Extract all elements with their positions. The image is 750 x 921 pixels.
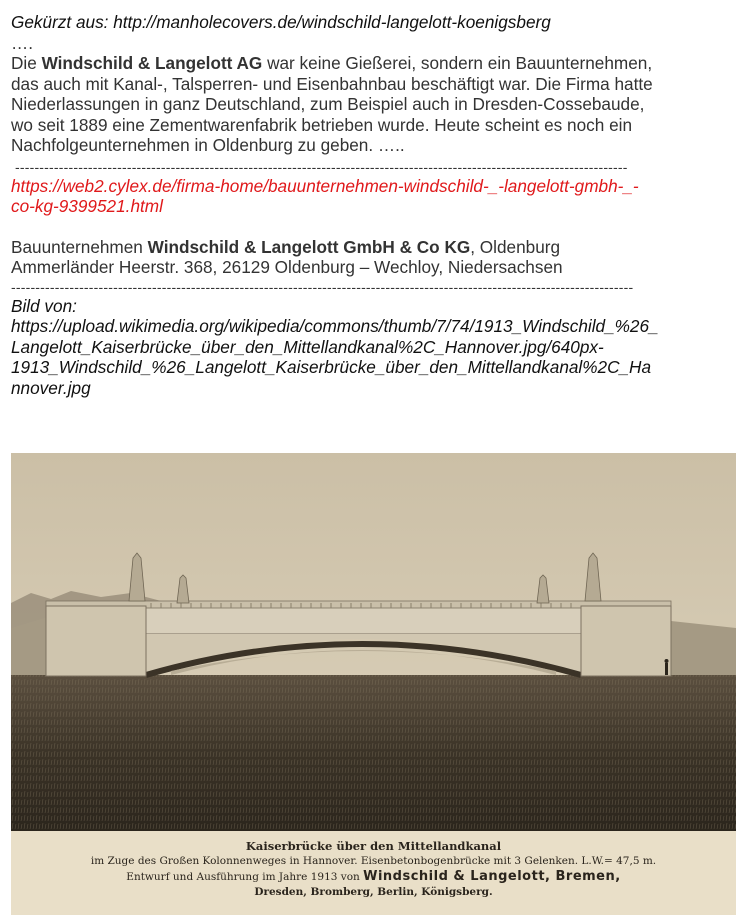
paragraph-line-2: das auch mit Kanal-, Talsperren- und Eisenbahnbau beschäftigt war. Die Firma hatte bbox=[11, 73, 653, 94]
postcard-line-4: Dresden, Bromberg, Berlin, Königsberg. bbox=[254, 886, 493, 898]
separator-2: -------------------------------------------------------------------------------------------------------------------------------- bbox=[11, 278, 634, 295]
company-line: Bauunternehmen Windschild & Langelott GmbH & Co KG, Oldenburg bbox=[11, 236, 561, 257]
company-name-ag: Windschild & Langelott AG bbox=[41, 53, 263, 73]
bridge-illustration bbox=[11, 453, 736, 833]
image-credit-url-3[interactable]: 1913_Windschild_%26_Langelott_Kaiserbrücke_über_den_Mittellandkanal%2C_Ha bbox=[11, 357, 652, 377]
postcard-title: Kaiserbrücke über den Mittellandkanal bbox=[245, 839, 502, 853]
postcard-firm-name: Windschild & Langelott, Bremen, bbox=[363, 869, 621, 884]
postcard-line-3: Entwurf und Ausführung im Jahre 1913 von Windschild & Langelott, Bremen, bbox=[126, 869, 621, 884]
paragraph-line-5: Nachfolgeunternehmen in Oldenburg zu geben. ….. bbox=[11, 135, 405, 155]
bridge-postcard-photo bbox=[11, 453, 736, 915]
postcard-line-2: im Zuge des Großen Kolonnenweges in Hannover. Eisenbetonbogenbrücke mit 3 Gelenken. L.W.= 47,5 m. bbox=[90, 855, 657, 867]
image-credit-label: Bild von: bbox=[11, 295, 77, 316]
paragraph-line-1: Die Windschild & Langelott AG war keine Gießerei, sondern ein Bauunternehmen, bbox=[11, 53, 653, 73]
cylex-link-line-1[interactable]: https://web2.cylex.de/firma-home/bauunternehmen-windschild-_-langelott-gmbh-_- bbox=[11, 175, 639, 196]
company-address: Ammerländer Heerstr. 368, 26129 Oldenburg – Wechloy, Niedersachsen bbox=[11, 257, 563, 277]
image-credit-url-4[interactable]: nnover.jpg bbox=[11, 377, 91, 398]
ellipsis: …. bbox=[11, 32, 33, 53]
separator-1: ------------------------------------------------------------------------------------------------------------------------------ bbox=[15, 158, 628, 175]
source-line: Gekürzt aus: http://manholecovers.de/windschild-langelott-koenigsberg bbox=[11, 12, 551, 32]
paragraph-line-4: wo seit 1889 eine Zementwarenfabrik betrieben wurde. Heute scheint es noch ein bbox=[11, 114, 633, 135]
image-credit-url-1[interactable]: https://upload.wikimedia.org/wikipedia/commons/thumb/7/74/1913_Windschild_%26_ bbox=[11, 316, 659, 336]
company-name-gmbh: Windschild & Langelott GmbH & Co KG bbox=[147, 236, 471, 257]
image-credit-url-2[interactable]: Langelott_Kaiserbrücke_über_den_Mittellandkanal%2C_Hannover.jpg/640px- bbox=[11, 336, 604, 357]
article-text bbox=[11, 12, 747, 398]
cylex-link-line-2[interactable]: co-kg-9399521.html bbox=[11, 196, 163, 216]
postcard-caption bbox=[11, 831, 736, 915]
paragraph-line-3: Niederlassungen in ganz Deutschland, zum Beispiel auch in Dresden-Cossebaude, bbox=[11, 94, 645, 114]
